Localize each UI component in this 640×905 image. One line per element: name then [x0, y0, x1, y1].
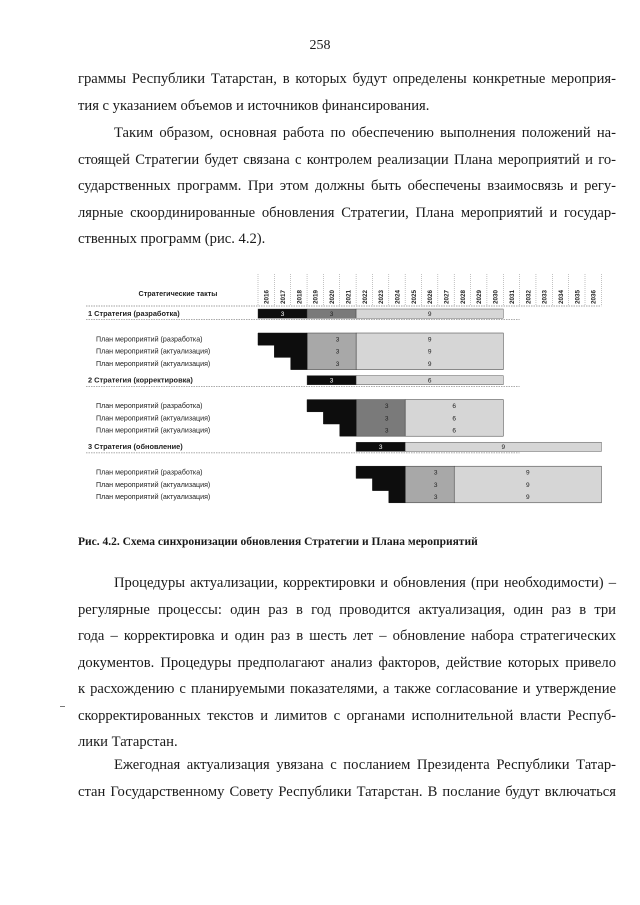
text-line: к расхождению с планируемыми показателями, а также согласование и утверждение [78, 681, 616, 697]
segment-duration-label: 3 [280, 311, 285, 318]
plan-dark-value: 3 [433, 469, 438, 477]
strategy-sync-chart [78, 272, 618, 528]
plan-dark-value: 3 [335, 336, 340, 344]
plan-light-value: 9 [525, 481, 530, 489]
year-tick-label: 2033 [541, 289, 549, 304]
text-line: лярные скоординированные обновления Стратегии, Плана мероприятий и государ- [78, 204, 616, 221]
page-number: 258 [309, 38, 331, 53]
chart-header-label: Стратегические такты [138, 289, 218, 298]
plan-row-label: План мероприятий (актуализация) [96, 480, 211, 489]
text-line: стан Государственному Совету Республики Татарстан. В послание будут включаться [78, 783, 616, 800]
year-tick-label: 2017 [280, 289, 288, 304]
text-line: Таким образом, основная работа по обеспечению выполнения положений на- [114, 125, 616, 141]
year-tick-label: 2035 [574, 289, 582, 304]
segment-duration-label: 9 [501, 444, 506, 452]
text-line: граммы Республики Татарстан, в которых будут определены конкретные мероприя- [78, 71, 616, 87]
group-header-label: 1 Стратегия (разработка) [88, 309, 180, 318]
year-tick-label: 2027 [443, 289, 451, 304]
segment-duration-label: 3 [329, 311, 334, 318]
segment-duration-label: 6 [427, 377, 432, 385]
year-tick-label: 2026 [427, 289, 435, 304]
text-line: сударственных программ. При этом должны быть обеспечены взаимосвязь и регу- [78, 178, 616, 194]
year-tick-label: 2030 [492, 289, 500, 304]
plan-row-label: План мероприятий (актуализация) [96, 347, 211, 356]
text-line: скорректированных текстов и лимитов с органами исполнительной власти Респуб- [78, 707, 616, 724]
year-tick-label: 2016 [263, 289, 271, 304]
year-tick-label: 2029 [476, 289, 484, 304]
year-tick-label: 2022 [361, 289, 369, 304]
segment-duration-label: 3 [378, 444, 383, 452]
plan-row-label: План мероприятий (актуализация) [96, 414, 211, 423]
plan-dark-block [307, 333, 356, 370]
plan-black-staircase [307, 400, 356, 437]
paragraph-2 [78, 120, 616, 253]
plan-row-label: План мероприятий (актуализация) [96, 426, 211, 435]
year-tick-label: 2021 [345, 289, 353, 304]
year-tick-label: 2019 [312, 289, 320, 304]
year-tick-label: 2032 [525, 289, 533, 304]
plan-dark-block [356, 400, 405, 437]
plan-light-value: 9 [525, 494, 530, 502]
year-tick-label: 2018 [296, 289, 304, 304]
plan-dark-value: 3 [335, 360, 340, 368]
text-line: регулярные процессы: один раз в год проводится актуализация, один раз в три [78, 601, 616, 618]
segment-duration-label: 9 [427, 311, 432, 318]
year-tick-label: 2023 [378, 289, 386, 304]
paragraph-1 [78, 66, 616, 119]
year-tick-label: 2031 [508, 289, 516, 304]
plan-row-label: План мероприятий (актуализация) [96, 493, 211, 502]
plan-dark-value: 3 [384, 403, 389, 411]
plan-row-label: План мероприятий (разработка) [96, 402, 203, 411]
plan-light-value: 9 [427, 348, 432, 356]
plan-row-label: План мероприятий (разработка) [96, 335, 203, 344]
text-line: документов. Процедуры предполагают анализ факторов, действие которых привело [78, 654, 616, 671]
year-tick-label: 2024 [394, 289, 402, 304]
year-tick-label: 2020 [329, 289, 337, 304]
group-header-label: 3 Стратегия (обновление) [88, 442, 183, 452]
margin-mark [60, 706, 65, 707]
text-line: лики Татарстан. [78, 734, 178, 750]
year-tick-label: 2036 [590, 289, 598, 304]
text-line: тия с указанием объемов и источников финансирования. [78, 97, 430, 114]
plan-black-staircase [356, 466, 405, 503]
plan-row-label: План мероприятий (актуализация) [96, 359, 211, 368]
plan-light-value: 6 [452, 415, 457, 423]
segment-duration-label: 3 [329, 377, 334, 385]
plan-light-value: 6 [452, 427, 457, 435]
plan-dark-value: 3 [335, 348, 340, 356]
plan-dark-value: 3 [433, 481, 438, 489]
text-line: Ежегодная актуализация увязана с посланием Президента Республики Татар- [114, 757, 616, 773]
text-line: ственных программ (рис. 4.2). [78, 231, 266, 247]
paragraph-4 [78, 752, 616, 805]
plan-light-value: 9 [525, 469, 530, 477]
group-header-label: 2 Стратегия (корректировка) [88, 375, 193, 385]
figure-caption: Рис. 4.2. Схема синхронизации обновления Стратегии и Плана мероприятий [78, 536, 478, 548]
year-tick-label: 2028 [459, 289, 467, 304]
plan-dark-block [405, 466, 454, 503]
text-line: года – корректировка и один раз в шесть лет – обновление набора стратегических [78, 628, 616, 644]
plan-dark-value: 3 [384, 415, 389, 423]
year-tick-label: 2034 [557, 289, 565, 304]
plan-light-value: 9 [427, 360, 432, 368]
year-tick-label: 2025 [410, 289, 418, 304]
text-line: стоящей Стратегии будет связана с контролем реализации Плана мероприятий и го- [78, 151, 616, 168]
paragraph-3 [78, 570, 616, 756]
text-line: Процедуры актуализации, корректировки и обновления (при необходимости) – [114, 575, 616, 591]
plan-dark-value: 3 [384, 427, 389, 435]
plan-light-value: 9 [427, 336, 432, 344]
plan-dark-value: 3 [433, 494, 438, 502]
plan-light-value: 6 [452, 403, 457, 411]
plan-black-staircase [258, 333, 307, 370]
plan-row-label: План мероприятий (разработка) [96, 468, 203, 477]
